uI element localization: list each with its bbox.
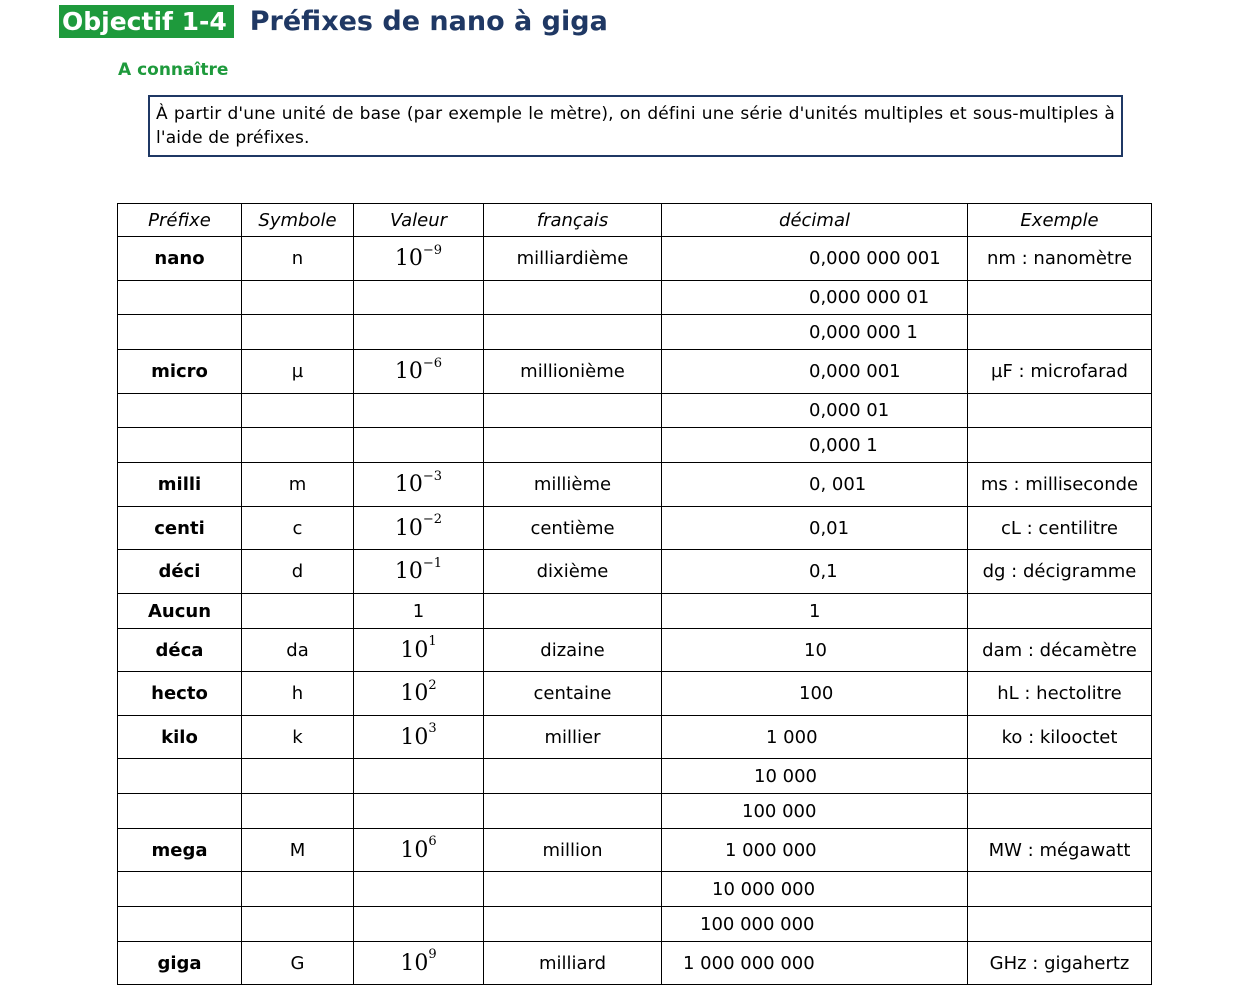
cell-prefix: centi bbox=[118, 507, 242, 550]
table-row bbox=[118, 672, 1152, 716]
cell-example: dam : décamètre bbox=[968, 629, 1152, 672]
cell-prefix bbox=[118, 794, 242, 829]
table-header-row bbox=[118, 204, 1152, 237]
definition-box: À partir d'une unité de base (par exemple le mètre), on défini une série d'unités multiples et sous-multiples à l'aide de préfixes. bbox=[148, 95, 1123, 157]
cell-prefix bbox=[118, 907, 242, 942]
cell-symbol: G bbox=[242, 942, 354, 985]
cell-example: µF : microfarad bbox=[968, 350, 1152, 394]
cell-french bbox=[484, 872, 662, 907]
table-row bbox=[118, 394, 1152, 428]
cell-french bbox=[484, 594, 662, 629]
cell-french: dizaine bbox=[484, 629, 662, 672]
power-of-ten: $10^6$ bbox=[400, 834, 437, 863]
cell-value bbox=[354, 716, 484, 759]
power-of-ten: $10^3$ bbox=[400, 721, 437, 750]
cell-prefix bbox=[118, 759, 242, 794]
cell-decimal: 0,000 1 bbox=[662, 428, 968, 463]
cell-decimal: 10 bbox=[662, 629, 968, 672]
cell-decimal: 100 bbox=[662, 672, 968, 716]
cell-symbol bbox=[242, 315, 354, 350]
cell-decimal: 0,000 000 1 bbox=[662, 315, 968, 350]
cell-french: centième bbox=[484, 507, 662, 550]
cell-example bbox=[968, 594, 1152, 629]
cell-french: milliardième bbox=[484, 237, 662, 281]
cell-prefix: micro bbox=[118, 350, 242, 394]
cell-value bbox=[354, 672, 484, 716]
cell-symbol bbox=[242, 428, 354, 463]
cell-example: MW : mégawatt bbox=[968, 829, 1152, 872]
power-of-ten: $10^{-6}$ bbox=[394, 355, 443, 384]
cell-decimal: 1 000 bbox=[662, 716, 968, 759]
table-row bbox=[118, 428, 1152, 463]
cell-decimal: 100 000 000 bbox=[662, 907, 968, 942]
section-subtitle: A connaître bbox=[118, 60, 229, 80]
cell-symbol: d bbox=[242, 550, 354, 594]
cell-french: millionième bbox=[484, 350, 662, 394]
column-header: décimal bbox=[662, 204, 968, 237]
cell-example: ms : milliseconde bbox=[968, 463, 1152, 507]
cell-decimal: 0,01 bbox=[662, 507, 968, 550]
table-row bbox=[118, 463, 1152, 507]
objective-badge: Objectif 1-4 bbox=[59, 5, 234, 38]
power-of-ten: $10^{-2}$ bbox=[394, 512, 443, 541]
column-header: Préfixe bbox=[118, 204, 242, 237]
table-row bbox=[118, 872, 1152, 907]
cell-french: million bbox=[484, 829, 662, 872]
power-of-ten: $10^{-9}$ bbox=[394, 242, 443, 271]
cell-prefix bbox=[118, 394, 242, 428]
cell-example: cL : centilitre bbox=[968, 507, 1152, 550]
cell-example: hL : hectolitre bbox=[968, 672, 1152, 716]
cell-decimal: 0,000 000 01 bbox=[662, 281, 968, 315]
page-title: Préfixes de nano à giga bbox=[249, 5, 608, 37]
cell-value bbox=[354, 942, 484, 985]
cell-value bbox=[354, 794, 484, 829]
table-row bbox=[118, 716, 1152, 759]
cell-decimal: 0,000 01 bbox=[662, 394, 968, 428]
cell-example bbox=[968, 872, 1152, 907]
power-of-ten: $10^1$ bbox=[400, 634, 437, 663]
cell-french: milliard bbox=[484, 942, 662, 985]
cell-prefix: giga bbox=[118, 942, 242, 985]
cell-decimal: 1 000 000 bbox=[662, 829, 968, 872]
column-header: Exemple bbox=[968, 204, 1152, 237]
cell-example: dg : décigramme bbox=[968, 550, 1152, 594]
cell-symbol: h bbox=[242, 672, 354, 716]
cell-symbol: n bbox=[242, 237, 354, 281]
cell-symbol bbox=[242, 872, 354, 907]
cell-symbol: c bbox=[242, 507, 354, 550]
table-row bbox=[118, 759, 1152, 794]
cell-symbol: k bbox=[242, 716, 354, 759]
power-of-ten: $10^2$ bbox=[400, 677, 437, 706]
cell-prefix bbox=[118, 872, 242, 907]
cell-example bbox=[968, 315, 1152, 350]
cell-decimal: 100 000 bbox=[662, 794, 968, 829]
cell-french bbox=[484, 281, 662, 315]
cell-decimal: 0, 001 bbox=[662, 463, 968, 507]
table-row bbox=[118, 237, 1152, 281]
cell-french: millier bbox=[484, 716, 662, 759]
cell-symbol bbox=[242, 759, 354, 794]
cell-example: ko : kilooctet bbox=[968, 716, 1152, 759]
cell-example bbox=[968, 794, 1152, 829]
table-row bbox=[118, 794, 1152, 829]
cell-french bbox=[484, 428, 662, 463]
cell-example bbox=[968, 428, 1152, 463]
cell-decimal: 1 bbox=[662, 594, 968, 629]
table-row bbox=[118, 629, 1152, 672]
cell-prefix bbox=[118, 428, 242, 463]
cell-symbol: m bbox=[242, 463, 354, 507]
cell-prefix: nano bbox=[118, 237, 242, 281]
cell-value bbox=[354, 281, 484, 315]
cell-french: dixième bbox=[484, 550, 662, 594]
cell-prefix: kilo bbox=[118, 716, 242, 759]
table-row bbox=[118, 507, 1152, 550]
cell-decimal: 0,000 000 001 bbox=[662, 237, 968, 281]
cell-value bbox=[354, 394, 484, 428]
cell-decimal: 0,1 bbox=[662, 550, 968, 594]
cell-french bbox=[484, 759, 662, 794]
cell-symbol bbox=[242, 907, 354, 942]
cell-decimal: 0,000 001 bbox=[662, 350, 968, 394]
cell-prefix bbox=[118, 315, 242, 350]
table-row bbox=[118, 550, 1152, 594]
cell-value bbox=[354, 829, 484, 872]
cell-value bbox=[354, 507, 484, 550]
cell-symbol bbox=[242, 281, 354, 315]
cell-value bbox=[354, 428, 484, 463]
cell-value bbox=[354, 759, 484, 794]
cell-symbol: M bbox=[242, 829, 354, 872]
cell-value bbox=[354, 550, 484, 594]
power-of-ten: $10^9$ bbox=[400, 947, 437, 976]
cell-symbol bbox=[242, 594, 354, 629]
power-of-ten: $10^{-1}$ bbox=[394, 555, 443, 584]
cell-symbol: da bbox=[242, 629, 354, 672]
cell-value bbox=[354, 350, 484, 394]
cell-example bbox=[968, 281, 1152, 315]
cell-value bbox=[354, 907, 484, 942]
power-of-ten: $10^{-3}$ bbox=[394, 468, 443, 497]
cell-prefix: mega bbox=[118, 829, 242, 872]
table-row bbox=[118, 942, 1152, 985]
column-header: français bbox=[484, 204, 662, 237]
table-row bbox=[118, 829, 1152, 872]
cell-symbol bbox=[242, 394, 354, 428]
cell-example bbox=[968, 759, 1152, 794]
table-row bbox=[118, 281, 1152, 315]
cell-prefix bbox=[118, 281, 242, 315]
cell-value bbox=[354, 594, 484, 629]
cell-french bbox=[484, 907, 662, 942]
table-row bbox=[118, 315, 1152, 350]
prefix-table bbox=[117, 203, 1152, 985]
cell-value bbox=[354, 872, 484, 907]
cell-french bbox=[484, 794, 662, 829]
cell-prefix: déca bbox=[118, 629, 242, 672]
cell-value bbox=[354, 315, 484, 350]
cell-decimal: 1 000 000 000 bbox=[662, 942, 968, 985]
table-row bbox=[118, 907, 1152, 942]
power-of-ten: 1 bbox=[412, 600, 425, 622]
cell-example: GHz : gigahertz bbox=[968, 942, 1152, 985]
cell-example bbox=[968, 394, 1152, 428]
cell-symbol: µ bbox=[242, 350, 354, 394]
cell-french: millième bbox=[484, 463, 662, 507]
cell-french: centaine bbox=[484, 672, 662, 716]
cell-french bbox=[484, 394, 662, 428]
cell-decimal: 10 000 bbox=[662, 759, 968, 794]
cell-example bbox=[968, 907, 1152, 942]
cell-example: nm : nanomètre bbox=[968, 237, 1152, 281]
cell-prefix: milli bbox=[118, 463, 242, 507]
column-header: Symbole bbox=[242, 204, 354, 237]
cell-decimal: 10 000 000 bbox=[662, 872, 968, 907]
table-row bbox=[118, 594, 1152, 629]
cell-prefix: hecto bbox=[118, 672, 242, 716]
cell-french bbox=[484, 315, 662, 350]
table-row bbox=[118, 350, 1152, 394]
cell-prefix: déci bbox=[118, 550, 242, 594]
cell-symbol bbox=[242, 794, 354, 829]
cell-value bbox=[354, 237, 484, 281]
cell-prefix: Aucun bbox=[118, 594, 242, 629]
cell-value bbox=[354, 463, 484, 507]
column-header: Valeur bbox=[354, 204, 484, 237]
cell-value bbox=[354, 629, 484, 672]
title-row bbox=[59, 4, 608, 38]
